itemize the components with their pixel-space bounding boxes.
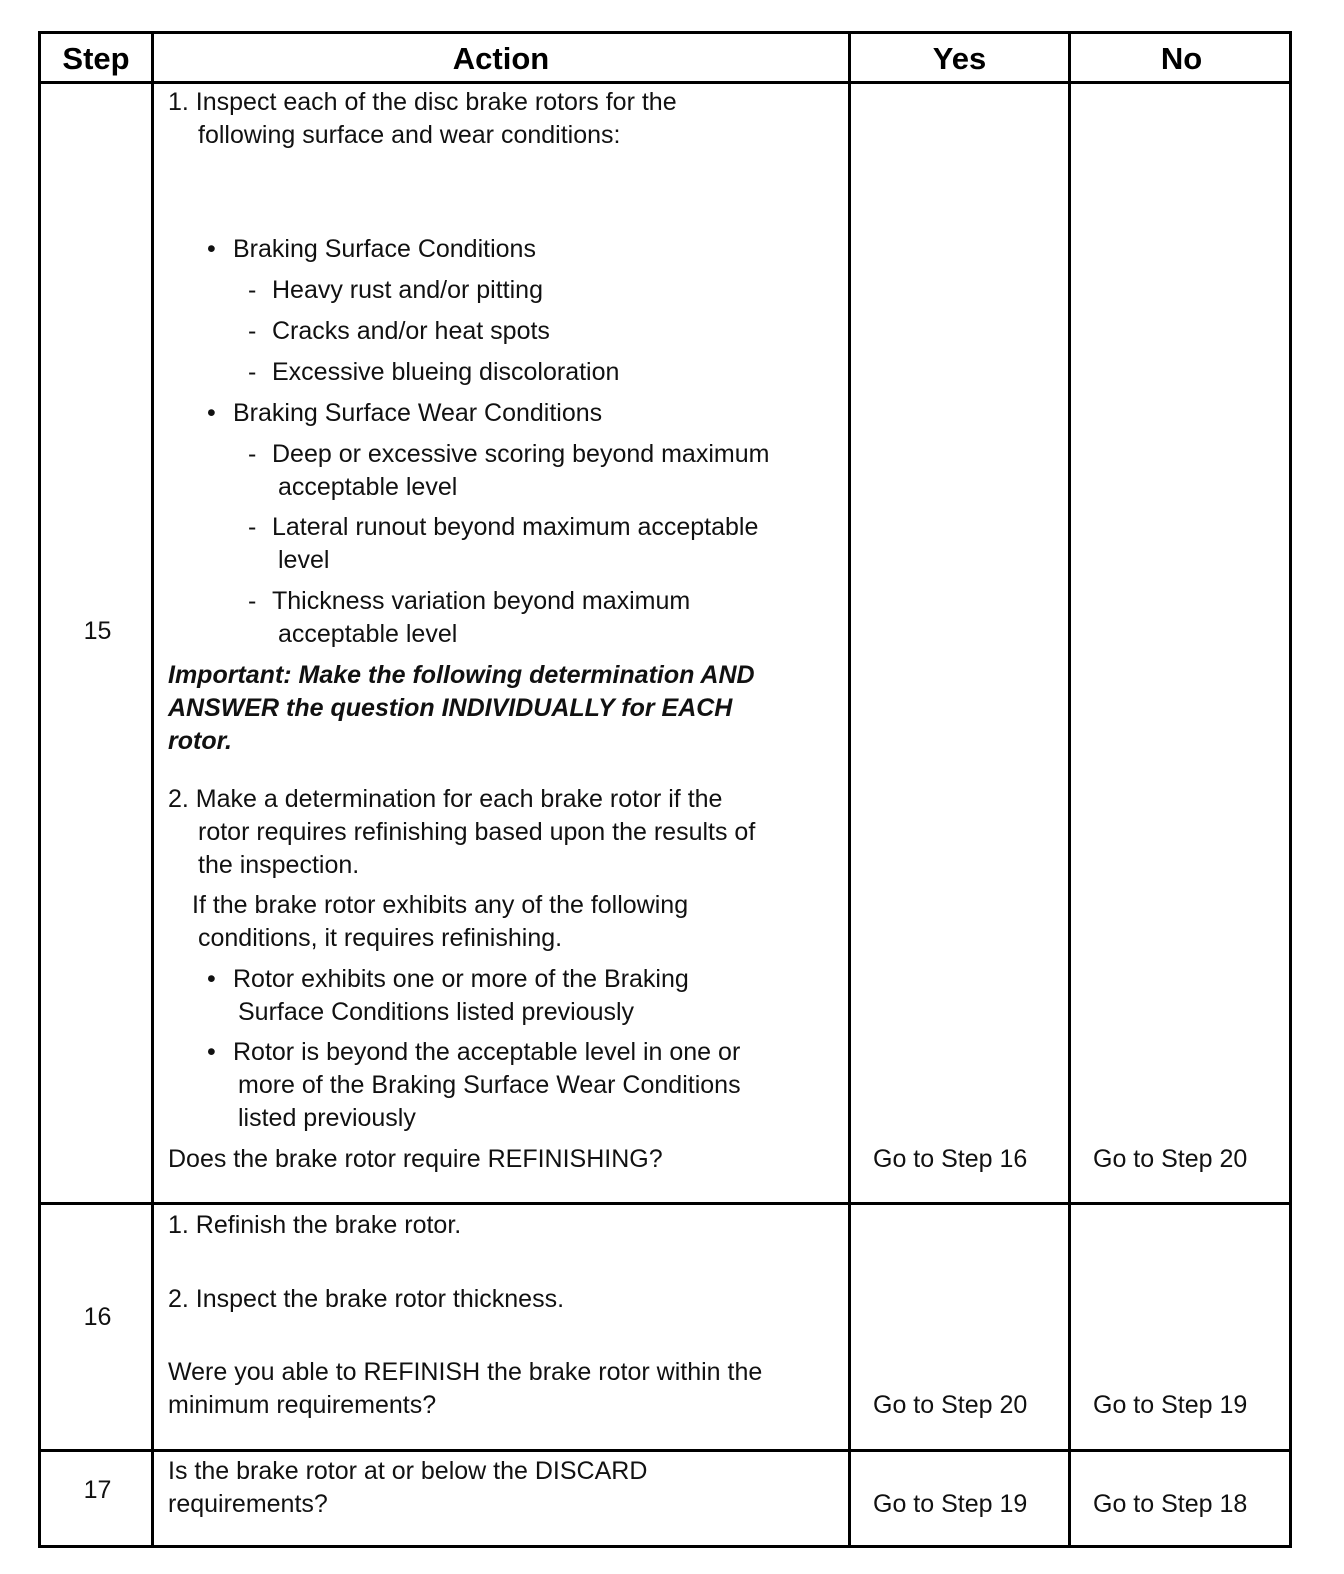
action-text: 1. Inspect each of the disc brake rotors for the xyxy=(168,88,677,116)
action-text: the inspection. xyxy=(198,851,360,879)
question-text: requirements? xyxy=(168,1490,328,1518)
sub-item-text: Deep or excessive scoring beyond maximum xyxy=(272,440,770,468)
action-text: following surface and wear conditions: xyxy=(198,121,621,149)
bullet-text: Surface Conditions listed previously xyxy=(238,998,635,1026)
dash-symbol: - xyxy=(248,587,257,615)
sub-item-text: Thickness variation beyond maximum xyxy=(272,587,691,615)
dash-symbol: - xyxy=(248,317,257,345)
column-divider xyxy=(1068,34,1071,1545)
yes-link: Go to Step 19 xyxy=(873,1490,1028,1518)
header-no: No xyxy=(1160,41,1203,76)
important-note: ANSWER the question INDIVIDUALLY for EACH xyxy=(168,694,733,722)
action-text: If the brake rotor exhibits any of the following xyxy=(192,891,689,919)
no-link: Go to Step 18 xyxy=(1093,1490,1248,1518)
bullet-text: more of the Braking Surface Wear Conditions xyxy=(238,1071,741,1099)
row-divider xyxy=(41,1449,1289,1452)
sub-item-text: level xyxy=(278,546,330,574)
step-number-17: 17 xyxy=(83,1476,112,1504)
step-number-16: 16 xyxy=(83,1303,112,1331)
action-text: rotor requires refinishing based upon the results of xyxy=(198,818,756,846)
bullet-text: Braking Surface Conditions xyxy=(233,235,536,263)
dash-symbol: - xyxy=(248,440,257,468)
action-text: 2. Inspect the brake rotor thickness. xyxy=(168,1285,565,1313)
bullet-text: listed previously xyxy=(238,1104,416,1132)
no-link: Go to Step 20 xyxy=(1093,1145,1248,1173)
bullet-symbol: • xyxy=(207,965,216,993)
question-text: minimum requirements? xyxy=(168,1391,437,1419)
column-divider xyxy=(848,34,851,1545)
bullet-symbol: • xyxy=(207,235,216,263)
sub-item-text: acceptable level xyxy=(278,620,458,648)
diagnostic-table xyxy=(38,31,1292,1548)
action-text: 2. Make a determination for each brake rotor if the xyxy=(168,785,723,813)
step-number-15: 15 xyxy=(83,617,112,645)
yes-link: Go to Step 20 xyxy=(873,1391,1028,1419)
header-step: Step xyxy=(62,41,130,76)
header-action: Action xyxy=(452,41,550,76)
bullet-text: Rotor exhibits one or more of the Braking xyxy=(233,965,689,993)
bullet-text: Braking Surface Wear Conditions xyxy=(233,399,603,427)
bullet-symbol: • xyxy=(207,399,216,427)
important-note: Important: Make the following determination AND xyxy=(168,661,755,689)
dash-symbol: - xyxy=(248,513,257,541)
header-yes: Yes xyxy=(932,41,987,76)
question-text: Does the brake rotor require REFINISHING? xyxy=(168,1145,663,1173)
action-text: 1. Refinish the brake rotor. xyxy=(168,1211,462,1239)
action-text: conditions, it requires refinishing. xyxy=(198,924,563,952)
dash-symbol: - xyxy=(248,358,257,386)
sub-item-text: acceptable level xyxy=(278,473,458,501)
bullet-symbol: • xyxy=(207,1038,216,1066)
sub-item-text: Excessive blueing discoloration xyxy=(272,358,620,386)
sub-item-text: Cracks and/or heat spots xyxy=(272,317,550,345)
sub-item-text: Lateral runout beyond maximum acceptable xyxy=(272,513,759,541)
bullet-text: Rotor is beyond the acceptable level in one or xyxy=(233,1038,741,1066)
no-link: Go to Step 19 xyxy=(1093,1391,1248,1419)
important-note: rotor. xyxy=(168,727,232,755)
sub-item-text: Heavy rust and/or pitting xyxy=(272,276,543,304)
row-divider xyxy=(41,1202,1289,1205)
question-text: Is the brake rotor at or below the DISCARD xyxy=(168,1457,648,1485)
dash-symbol: - xyxy=(248,276,257,304)
question-text: Were you able to REFINISH the brake rotor within the xyxy=(168,1358,763,1386)
yes-link: Go to Step 16 xyxy=(873,1145,1028,1173)
